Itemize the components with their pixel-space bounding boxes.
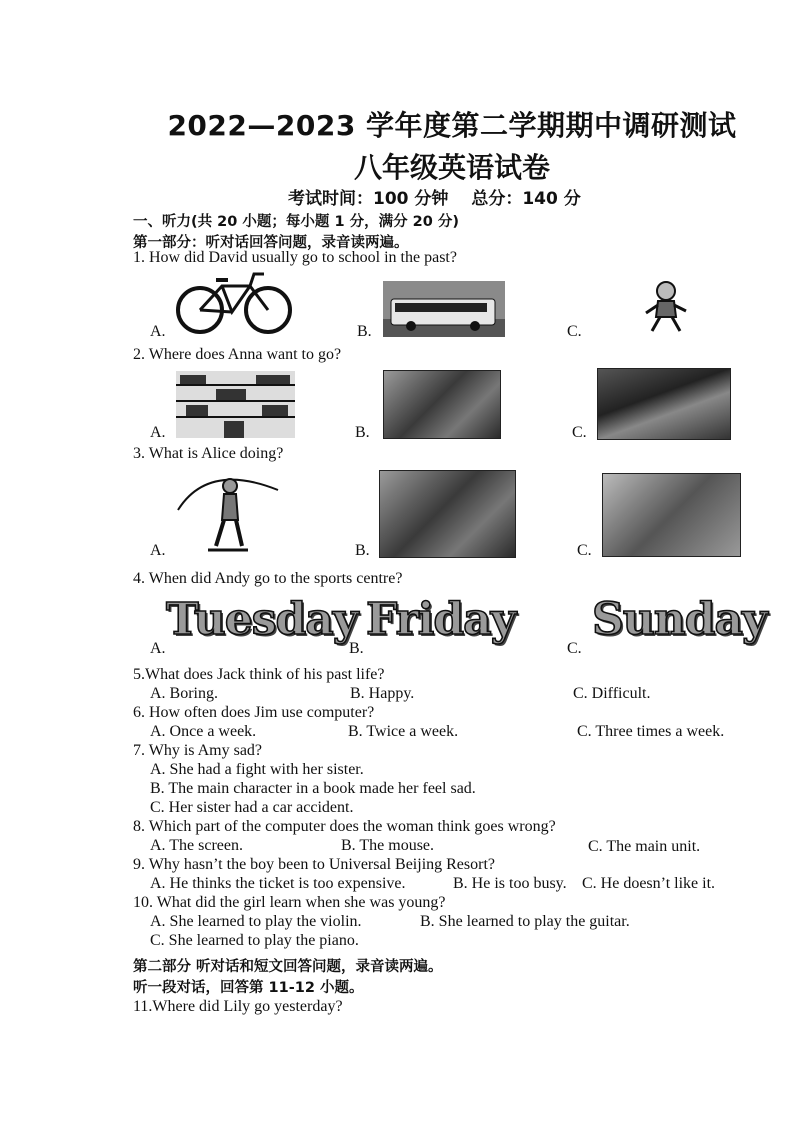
question-6: 6. How often does Jim use computer? — [133, 704, 375, 721]
dialogue-heading: 听一段对话，回答第 11-12 小题。 — [133, 980, 364, 996]
question-2: 2. Where does Anna want to go? — [133, 346, 342, 363]
exam-title: 2022—2023 学年度第二学期期中调研测试 — [167, 109, 737, 142]
word-friday: Friday — [366, 594, 516, 645]
q9-option-b: B. He is too busy. — [453, 875, 567, 892]
q5-option-b: B. Happy. — [350, 685, 415, 702]
exam-subtitle: 八年级英语试卷 — [353, 151, 550, 184]
q1-option-a-label: A. — [150, 323, 166, 340]
restaurant-picture — [383, 370, 501, 439]
q4-option-b-label: B. — [349, 640, 364, 657]
q3-option-a-label: A. — [150, 542, 166, 559]
q4-option-a-label: A. — [150, 640, 166, 657]
q5-option-a: A. Boring. — [150, 685, 218, 702]
amusement-park-picture — [597, 368, 731, 440]
question-5: 5.What does Jack think of his past life? — [133, 666, 385, 683]
q8-option-c: C. The main unit. — [588, 838, 701, 855]
q10-option-b: B. She learned to play the guitar. — [420, 913, 630, 930]
word-sunday: Sunday — [592, 594, 767, 645]
question-8: 8. Which part of the computer does the woman think goes wrong? — [133, 818, 556, 835]
q10-option-a: A. She learned to play the violin. — [150, 913, 362, 930]
q4-option-c-label: C. — [567, 640, 582, 657]
question-9: 9. Why hasn’t the boy been to Universal Beijing Resort? — [133, 856, 496, 873]
girl-reading-picture — [379, 470, 516, 558]
question-1: 1. How did David usually go to school in the past? — [133, 249, 457, 266]
part1-heading: 第一部分：听对话回答问题，录音读两遍。 — [133, 235, 409, 251]
bicycle-picture — [170, 268, 298, 336]
girl-planting-picture — [602, 473, 741, 557]
q5-option-c: C. Difficult. — [573, 685, 651, 702]
question-4: 4. When did Andy go to the sports centre? — [133, 570, 403, 587]
bookstore-picture — [176, 371, 295, 438]
question-3: 3. What is Alice doing? — [133, 445, 284, 462]
skipping-rope-picture — [168, 472, 288, 554]
q2-option-c-label: C. — [572, 424, 587, 441]
q9-option-a: A. He thinks the ticket is too expensive. — [150, 875, 406, 892]
q2-option-a-label: A. — [150, 424, 166, 441]
q9-option-c: C. He doesn’t like it. — [582, 875, 716, 892]
question-7: 7. Why is Amy sad? — [133, 742, 263, 759]
q7-option-c: C. Her sister had a car accident. — [150, 799, 354, 816]
q7-option-a: A. She had a fight with her sister. — [150, 761, 364, 778]
q8-option-b: B. The mouse. — [341, 837, 435, 854]
question-11: 11.Where did Lily go yesterday? — [133, 998, 343, 1015]
section-heading: 一、听力(共 20 小题；每小题 1 分，满分 20 分) — [133, 214, 459, 230]
q8-option-a: A. The screen. — [150, 837, 243, 854]
q6-option-b: B. Twice a week. — [348, 723, 459, 740]
question-10: 10. What did the girl learn when she was young? — [133, 894, 446, 911]
bus-picture — [383, 281, 505, 337]
q7-option-b: B. The main character in a book made her feel sad. — [150, 780, 476, 797]
q6-option-a: A. Once a week. — [150, 723, 257, 740]
walking-boy-picture — [632, 279, 694, 335]
q3-option-b-label: B. — [355, 542, 370, 559]
q6-option-c: C. Three times a week. — [577, 723, 725, 740]
q1-option-b-label: B. — [357, 323, 372, 340]
q2-option-b-label: B. — [355, 424, 370, 441]
exam-info: 考试时间：100 分钟 总分：140 分 — [288, 189, 581, 209]
part2-heading: 第二部分 听对话和短文回答问题，录音读两遍。 — [133, 959, 443, 975]
word-tuesday: Tuesday — [166, 594, 358, 645]
q3-option-c-label: C. — [577, 542, 592, 559]
q1-option-c-label: C. — [567, 323, 582, 340]
q10-option-c: C. She learned to play the piano. — [150, 932, 359, 949]
